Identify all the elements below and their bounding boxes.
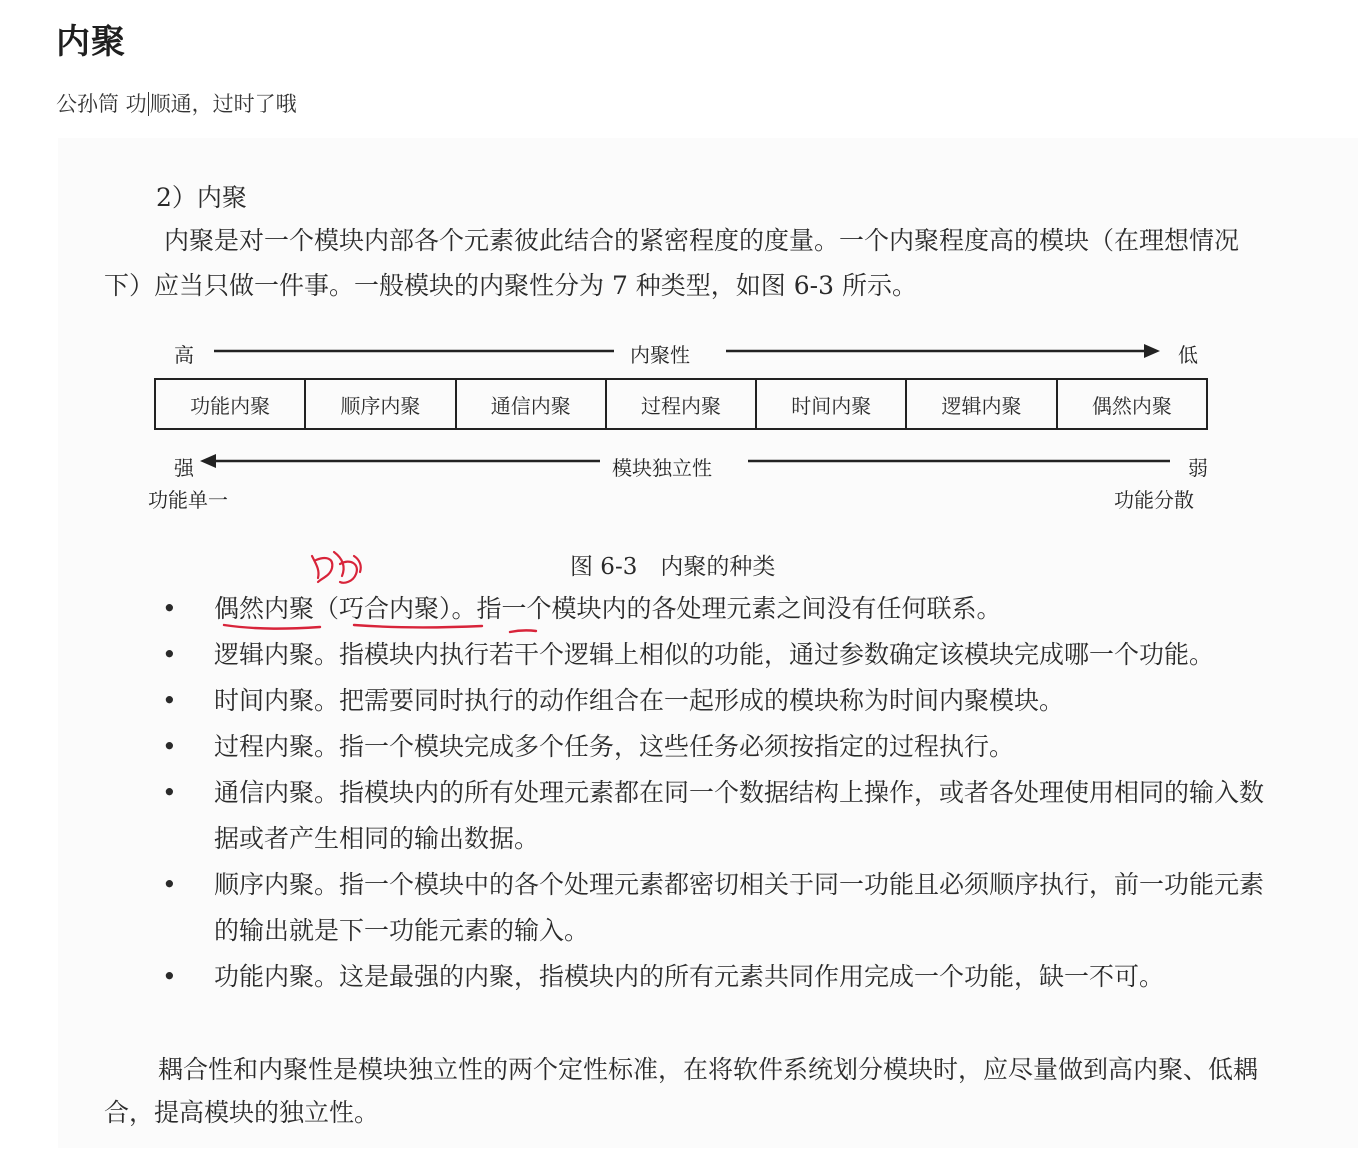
label-strong: 强: [174, 456, 194, 480]
cohesion-diagram: [148, 334, 1218, 524]
page-title: 内聚: [56, 22, 126, 62]
label-single-function: 功能单一: [148, 488, 228, 512]
bullet: •: [162, 962, 177, 991]
bullet: •: [162, 778, 177, 807]
list-item-text: 功能内聚。这是最强的内聚，指模块内的所有元素共同作用完成一个功能，缺一不可。: [214, 962, 1165, 991]
label-dispersed-function: 功能分散: [1114, 488, 1194, 512]
underline-2: [354, 625, 482, 627]
textbook-screenshot: [58, 138, 1358, 1148]
cell-functional: 功能内聚: [156, 380, 306, 428]
cohesion-types-row: [154, 378, 1208, 430]
cell-communicational: 通信内聚: [457, 380, 607, 428]
bullet: •: [162, 870, 177, 899]
note-text[interactable]: [56, 88, 297, 118]
list-item-text: 顺序内聚。指一个模块中的各个处理元素都密切相关于同一功能且必须顺序执行，前一功能元素的输出就是下一功能元素的输入。: [214, 870, 1265, 945]
label-low: 低: [1178, 343, 1198, 367]
section-heading: 2）内聚: [156, 183, 247, 212]
intro-paragraph: 内聚是对一个模块内部各个元素彼此结合的紧密程度的度量。一个内聚程度高的模块（在理想情况下）应当只做一件事。一般模块的内聚性分为 7 种类型，如图 6-3 所示。: [104, 226, 1240, 300]
list-item-text: 过程内聚。指一个模块完成多个任务，这些任务必须按指定的过程执行。: [214, 732, 1015, 761]
outro-paragraph: 耦合性和内聚性是模块独立性的两个定性标准，在将软件系统划分模块时，应尽量做到高内聚、低耦合，提高模块的独立性。: [104, 1055, 1259, 1127]
cell-procedural: 过程内聚: [607, 380, 757, 428]
list-item-text: 逻辑内聚。指模块内执行若干个逻辑上相似的功能，通过参数确定该模块完成哪一个功能。: [214, 640, 1215, 669]
text-caret: [148, 92, 149, 116]
cell-sequential: 顺序内聚: [306, 380, 456, 428]
cell-logical: 逻辑内聚: [907, 380, 1057, 428]
list-item-text: 通信内聚。指模块内的所有处理元素都在同一个数据结构上操作，或者各处理使用相同的输入数据或者产生相同的输出数据。: [214, 778, 1265, 853]
cell-coincidental: 偶然内聚: [1091, 393, 1172, 418]
note-text-after: 顺通，过时了哦: [149, 92, 297, 116]
figure-caption: 图 6-3 内聚的种类: [570, 554, 776, 580]
list-item-text: 偶然内聚（巧合内聚）。指一个模块内的各处理元素之间没有任何联系。: [214, 594, 1002, 623]
bullet: •: [162, 640, 177, 669]
label-independence: 模块独立性: [612, 456, 712, 480]
underline-1: [224, 625, 320, 629]
label-cohesion: 内聚性: [630, 343, 690, 367]
label-high: 高: [174, 343, 194, 367]
bullet: •: [162, 686, 177, 715]
arrow-head-right: [1144, 344, 1160, 358]
label-weak: 弱: [1188, 456, 1208, 480]
underline-3: [510, 630, 536, 632]
handwritten-annotations: [58, 538, 1358, 1058]
bullet: •: [162, 594, 177, 623]
handwritten-note: [312, 552, 361, 583]
note-text-before: 公孙筒 功: [56, 92, 147, 116]
arrow-head-left: [200, 454, 216, 468]
bullet: •: [162, 732, 177, 761]
list-item-text: 时间内聚。把需要同时执行的动作组合在一起形成的模块称为时间内聚模块。: [214, 686, 1065, 715]
cell-temporal: 时间内聚: [757, 380, 907, 428]
